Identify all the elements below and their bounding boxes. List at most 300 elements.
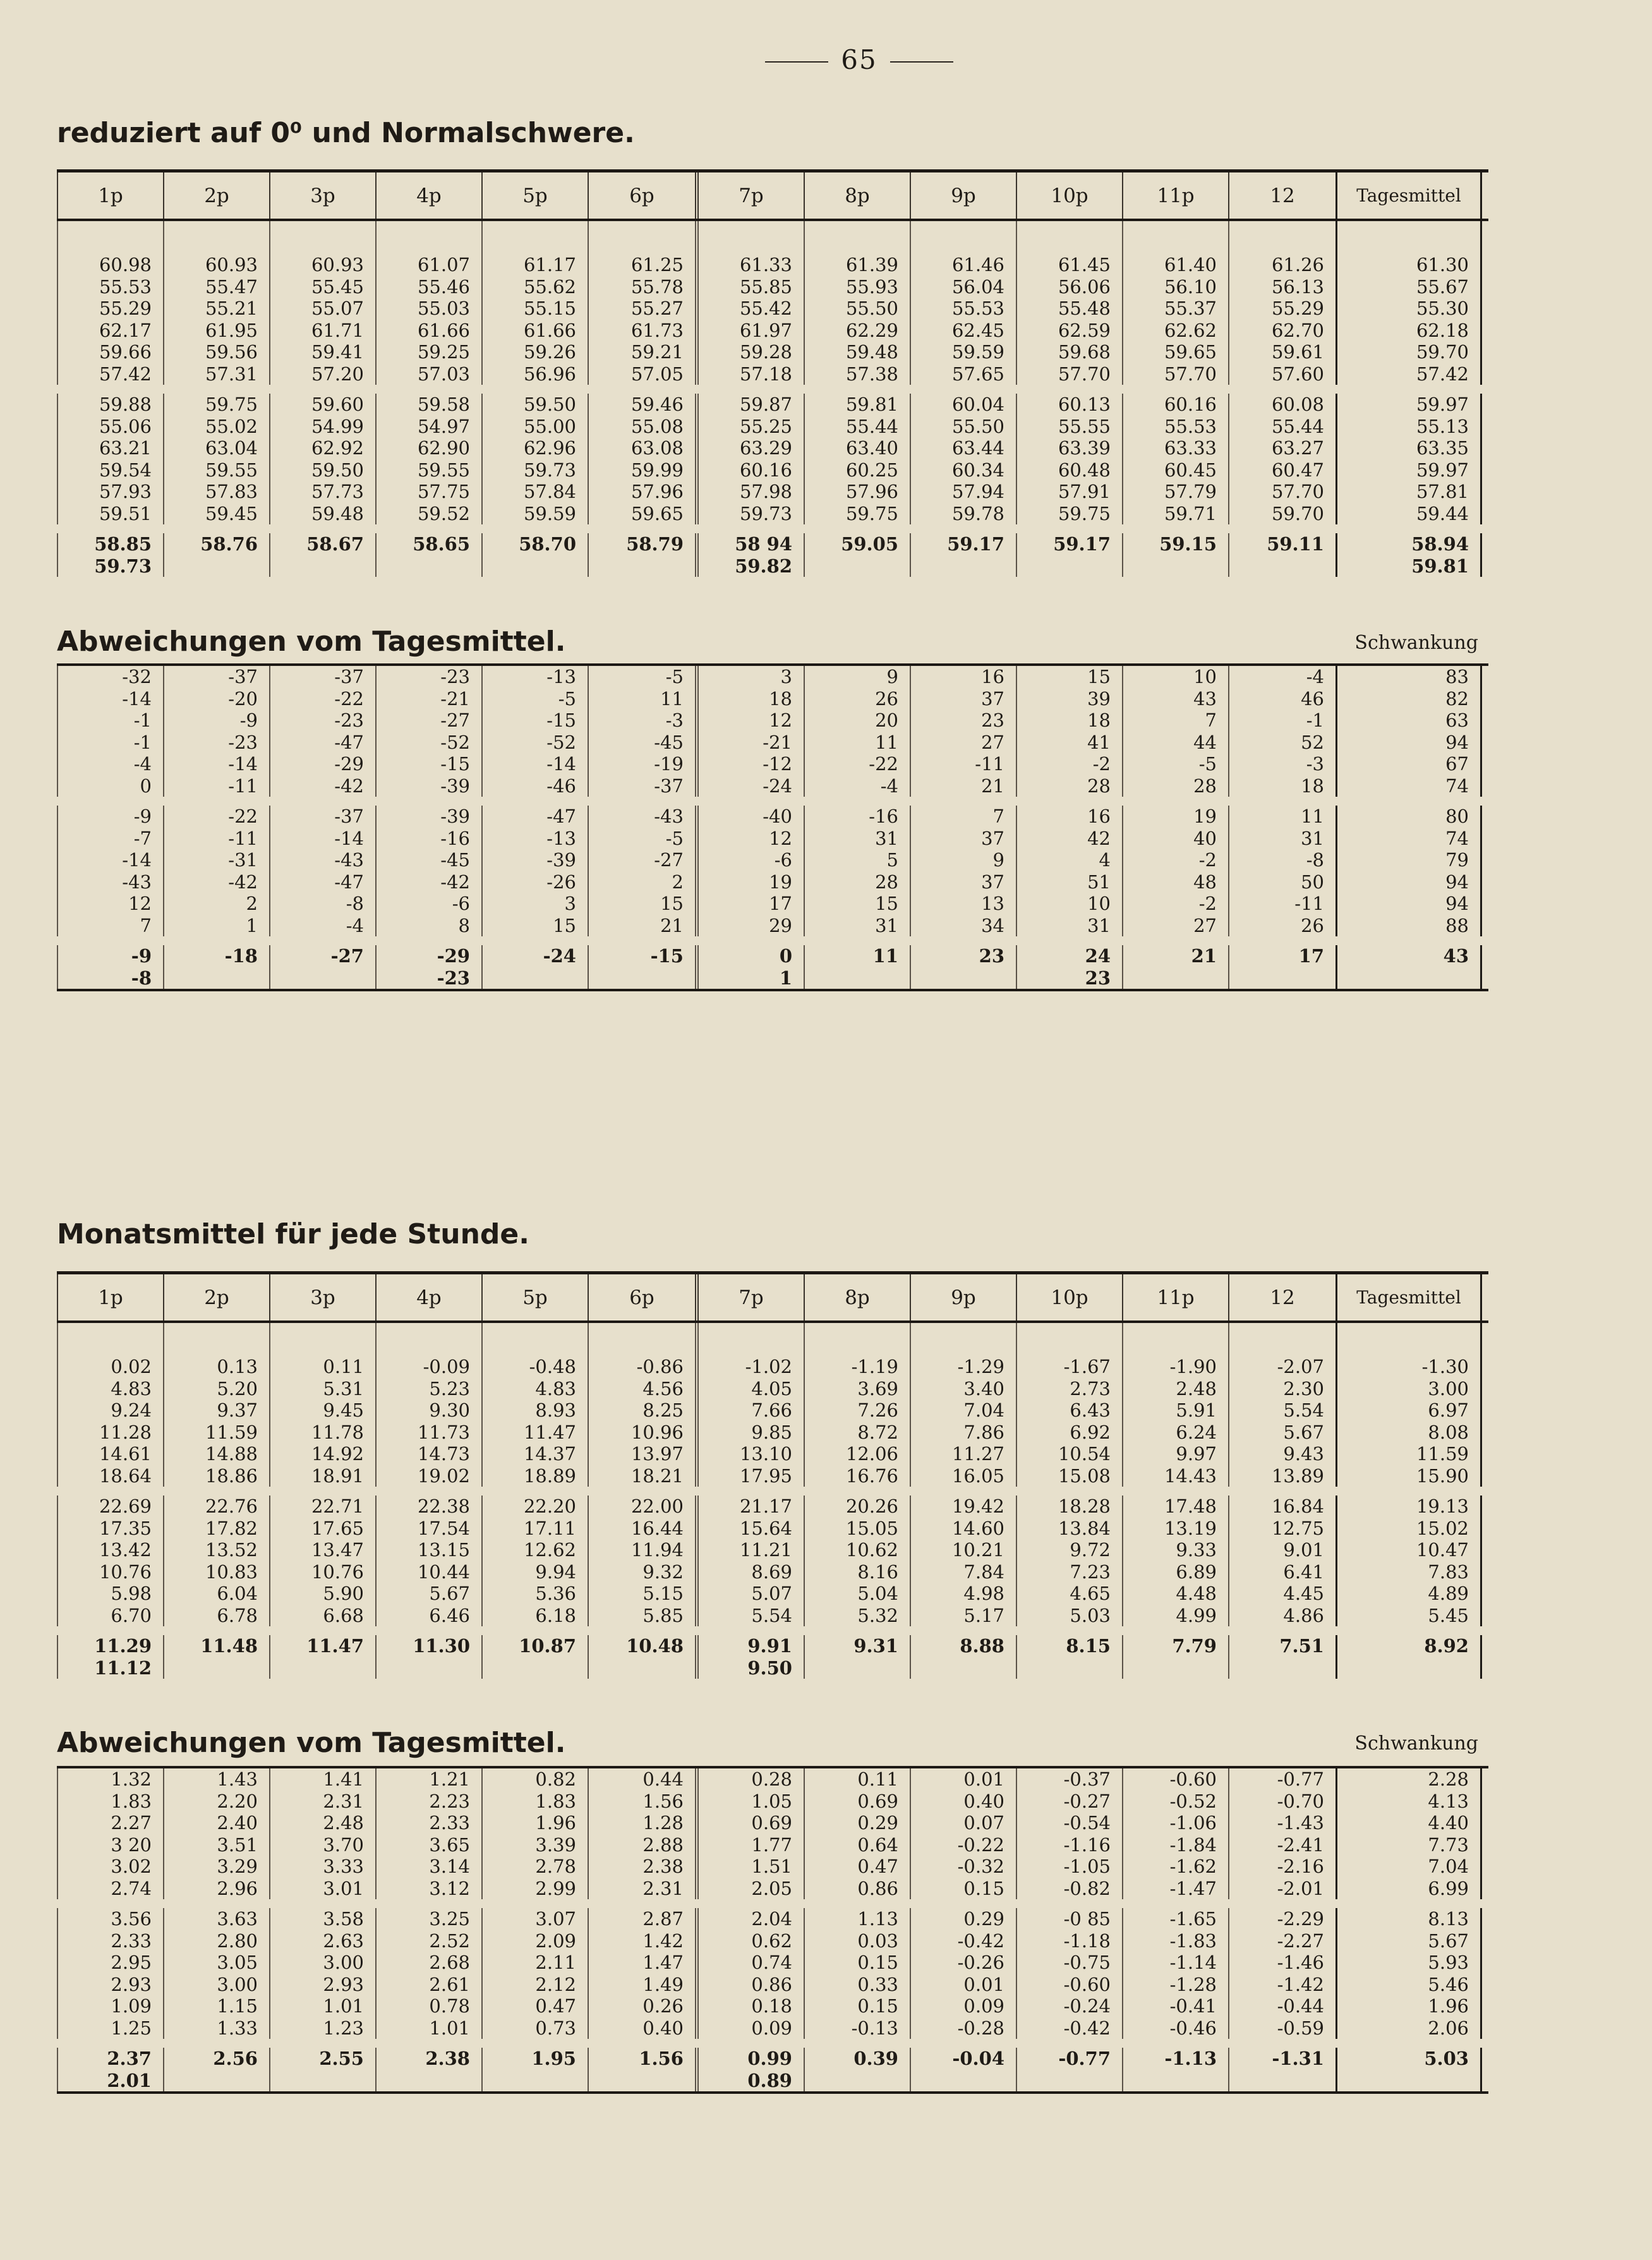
section1-dev-cell: 28 [1122, 775, 1228, 797]
section1-dev-cell: -39 [375, 806, 481, 828]
section2-dev-cell: 6.99 [1335, 1878, 1482, 1900]
section2-dev-summary-cell [163, 2070, 269, 2092]
section2-cell: 22.20 [481, 1496, 588, 1518]
section2-cell: 6.68 [269, 1605, 375, 1627]
section1-cell: 63.33 [1122, 437, 1228, 459]
section1-spacer-cell [57, 221, 163, 254]
section2-summary-cell: 11.30 [375, 1635, 481, 1657]
section2-summary-cell: 10.87 [481, 1635, 588, 1657]
section1-cell: 60.25 [804, 459, 910, 481]
section2-dev-summary-cell [588, 2070, 695, 2092]
section1-dev-summary-cell: -8 [57, 967, 163, 989]
section2-column-header: 11p [1122, 1274, 1228, 1320]
section2-cell: 18.86 [163, 1465, 269, 1487]
section2-cell: 7.26 [804, 1399, 910, 1422]
section1-summary-cell: 59.05 [804, 533, 910, 555]
section2-cell: 11.21 [695, 1539, 804, 1561]
section2-dev-cell: 0.15 [910, 1878, 1016, 1900]
section2-cell: 5.54 [1228, 1399, 1335, 1422]
section2-dev-cell: -0.13 [804, 2017, 910, 2039]
section1-dev-cell: 15 [588, 893, 695, 915]
section1-dev-cell: -23 [163, 732, 269, 754]
section1-cell: 63.27 [1228, 437, 1335, 459]
section2-cell: 15.08 [1016, 1465, 1122, 1487]
section2-dev-cell: -0.60 [1122, 1768, 1228, 1791]
section2-cell: 10.21 [910, 1539, 1016, 1561]
section2-dev-summary-cell: -0.77 [1016, 2048, 1122, 2070]
section2-dev-cell: -2.27 [1228, 1930, 1335, 1952]
section2-dev-cell: -0.75 [1016, 1952, 1122, 1974]
section1-dev-cell: 8 [375, 915, 481, 937]
section2-dev-row [57, 1791, 1488, 1813]
section2-dev-summary-cell [375, 2070, 481, 2092]
section2-cell: 5.36 [481, 1583, 588, 1605]
section1-dev-summary-cell [269, 967, 375, 989]
section2-header-row [57, 1271, 1488, 1323]
section2-cell: 17.35 [57, 1518, 163, 1540]
section2-dev-body [57, 1766, 1488, 2094]
section2-dev-cell: 0.15 [804, 1952, 910, 1974]
section1-cell: 55.13 [1335, 416, 1482, 438]
section1-row [57, 481, 1488, 503]
section2-cell: 6.24 [1122, 1422, 1228, 1444]
section2-dev-cell: 3.02 [57, 1856, 163, 1878]
section2-spacer-cell [163, 1323, 269, 1356]
section2-summary-row [57, 1657, 1488, 1679]
section2-cell: 11.78 [269, 1422, 375, 1444]
section1-spacer-cell [269, 221, 375, 254]
section2-cell: 10.83 [163, 1561, 269, 1583]
section2-cell: 9.33 [1122, 1539, 1228, 1561]
section1-deviation-title: Abweichungen vom Tagesmittel. [57, 625, 566, 658]
section1-cell: 56.96 [481, 363, 588, 385]
section2-summary-cell: 11.12 [57, 1657, 163, 1679]
section2-cell: 17.54 [375, 1518, 481, 1540]
section2-dev-row [57, 1834, 1488, 1856]
section2-cell: 7.66 [695, 1399, 804, 1422]
section1-dev-cell: 11 [1228, 806, 1335, 828]
section1-summary-cell: 58.65 [375, 533, 481, 555]
section1-cell: 59.48 [269, 503, 375, 525]
section2-dev-cell: 2.20 [163, 1791, 269, 1813]
section2-cell: 9.01 [1228, 1539, 1335, 1561]
section2-spacer-cell [1122, 1323, 1228, 1356]
section1-cell: 63.21 [57, 437, 163, 459]
section1-dev-cell: 31 [804, 828, 910, 850]
section1-dev-cell: -22 [269, 688, 375, 710]
section2-cell: 22.71 [269, 1496, 375, 1518]
section1-dev-cell: -3 [1228, 753, 1335, 775]
section2-cell: 5.04 [804, 1583, 910, 1605]
section1-cell: 59.68 [1016, 341, 1122, 363]
section2-dev-cell: 2.63 [269, 1930, 375, 1952]
section2-dev-cell: -2.16 [1228, 1856, 1335, 1878]
section2-dev-cell: -1.46 [1228, 1952, 1335, 1974]
section2-cell: 8.93 [481, 1399, 588, 1422]
section2-dev-cell: 2.06 [1335, 2017, 1482, 2039]
section1-cell: 59.59 [910, 341, 1016, 363]
section1-dev-cell: 94 [1335, 732, 1482, 754]
section1-dev-cell: -8 [269, 893, 375, 915]
section2-dev-cell: -0.59 [1228, 2017, 1335, 2039]
section2-cell: 5.54 [695, 1605, 804, 1627]
section1-cell: 59.51 [57, 503, 163, 525]
section2-cell: -1.67 [1016, 1356, 1122, 1378]
section2-dev-cell: 1.01 [269, 1995, 375, 2017]
section1-cell: 59.73 [481, 459, 588, 481]
section1-dev-summary-cell: 23 [1016, 967, 1122, 989]
section2-dev-summary-cell [269, 2070, 375, 2092]
section2-summary-cell: 8.92 [1335, 1635, 1482, 1657]
section1-dev-summary-cell [1122, 967, 1228, 989]
section1-dev-cell: 63 [1335, 710, 1482, 732]
section1-dev-summary-cell: 17 [1228, 945, 1335, 967]
section2-dev-cell: 0.26 [588, 1995, 695, 2017]
section1-dev-row [57, 775, 1488, 797]
section2-cell: 15.05 [804, 1518, 910, 1540]
section2-dev-cell: 3.56 [57, 1908, 163, 1930]
section1-dev-summary-cell: -29 [375, 945, 481, 967]
section2-cell: 17.95 [695, 1465, 804, 1487]
section1-cell: 56.10 [1122, 276, 1228, 298]
section2-dev-cell: 3.00 [269, 1952, 375, 1974]
section1-summary-cell: 58.85 [57, 533, 163, 555]
section2-cell: 13.89 [1228, 1465, 1335, 1487]
section2-dev-cell: 0.15 [804, 1995, 910, 2017]
section1-cell: 60.08 [1228, 394, 1335, 416]
section1-column-header: 1p [57, 172, 163, 219]
section1-cell: 61.26 [1228, 254, 1335, 276]
section1-column-header: 12 [1228, 172, 1335, 219]
section1-cell: 57.98 [695, 481, 804, 503]
section2-dev-cell: -1.06 [1122, 1812, 1228, 1834]
section2-cell: 3.69 [804, 1378, 910, 1400]
section1-dev-cell: -40 [695, 806, 804, 828]
section2-spacer-cell [695, 1323, 804, 1356]
section1-cell: 55.00 [481, 416, 588, 438]
section1-cell: 55.27 [588, 298, 695, 320]
section1-cell: 55.46 [375, 276, 481, 298]
section2-dev-cell: 2.78 [481, 1856, 588, 1878]
section2-cell: -1.29 [910, 1356, 1016, 1378]
section2-spacer-cell [269, 1323, 375, 1356]
section1-dev-cell: -7 [57, 828, 163, 850]
section1-dev-cell: 79 [1335, 849, 1482, 871]
section1-column-header: Tagesmittel [1335, 172, 1482, 219]
section2-dev-cell: 3.63 [163, 1908, 269, 1930]
section1-dev-cell: -52 [481, 732, 588, 754]
section1-dev-cell: 23 [910, 710, 1016, 732]
section1-dev-cell: -42 [269, 775, 375, 797]
section2-dev-cell: -0.41 [1122, 1995, 1228, 2017]
section2-cell: 9.72 [1016, 1539, 1122, 1561]
section1-dev-cell: 15 [804, 893, 910, 915]
section2-cell: 5.07 [695, 1583, 804, 1605]
section2-summary-row [57, 1635, 1488, 1657]
section1-dev-cell: 51 [1016, 871, 1122, 893]
section2-cell: 13.52 [163, 1539, 269, 1561]
section2-dev-cell: 5.46 [1335, 1974, 1482, 1996]
section1-cell: 61.07 [375, 254, 481, 276]
section2-cell: 0.11 [269, 1356, 375, 1378]
section2-dev-cell: 1.25 [57, 2017, 163, 2039]
section1-summary-cell: 58.94 [1335, 533, 1482, 555]
section2-dev-summary-cell: 0.39 [804, 2048, 910, 2070]
section1-dev-cell: -2 [1122, 893, 1228, 915]
section2-dev-summary-cell [804, 2070, 910, 2092]
section1-cell: 59.50 [269, 459, 375, 481]
section2-cell: 11.59 [1335, 1443, 1482, 1465]
section1-cell: 57.93 [57, 481, 163, 503]
section1-cell: 55.29 [1228, 298, 1335, 320]
section2-dev-cell: 2.31 [269, 1791, 375, 1813]
section1-summary-cell: 59.11 [1228, 533, 1335, 555]
section2-deviation-title: Abweichungen vom Tagesmittel. [57, 1727, 566, 1759]
section2-dev-cell: 0.74 [695, 1952, 804, 1974]
section2-cell: 3.40 [910, 1378, 1016, 1400]
section2-cell: 10.62 [804, 1539, 910, 1561]
section1-cell: 60.48 [1016, 459, 1122, 481]
section2-cell: 8.69 [695, 1561, 804, 1583]
section1-cell: 62.29 [804, 320, 910, 342]
section1-dev-cell: -42 [163, 871, 269, 893]
section2-row [57, 1399, 1488, 1422]
section2-dev-cell: 0.03 [804, 1930, 910, 1952]
section1-dev-cell: -5 [481, 688, 588, 710]
section1-cell: 61.46 [910, 254, 1016, 276]
section1-summary-cell: 59.81 [1335, 555, 1482, 577]
section2-cell: 6.89 [1122, 1561, 1228, 1583]
section2-summary-cell [1228, 1657, 1335, 1679]
section1-dev-summary-cell: 11 [804, 945, 910, 967]
section1-dev-cell: 18 [1016, 710, 1122, 732]
section1-dev-cell: 83 [1335, 666, 1482, 688]
section2-dev-cell: 0.07 [910, 1812, 1016, 1834]
section1-dev-cell: 11 [588, 688, 695, 710]
section2-dev-cell: 0.09 [910, 1995, 1016, 2017]
section2-dev-cell: 2.80 [163, 1930, 269, 1952]
section1-body [57, 254, 1488, 577]
section2-dev-summary-cell: 1.95 [481, 2048, 588, 2070]
section1-row [57, 298, 1488, 320]
section1-dev-cell: -5 [588, 828, 695, 850]
section1-cell: 57.60 [1228, 363, 1335, 385]
section1-dev-cell: -11 [910, 753, 1016, 775]
section1-cell: 55.07 [269, 298, 375, 320]
section2-dev-cell: -1.83 [1122, 1930, 1228, 1952]
section2-dev-cell: 1.42 [588, 1930, 695, 1952]
section2-dev-cell: -2.41 [1228, 1834, 1335, 1856]
section2-cell: -1.30 [1335, 1356, 1482, 1378]
section1-dev-summary-cell: 1 [695, 967, 804, 989]
section2-cell: 22.69 [57, 1496, 163, 1518]
section2-dev-cell: 2.96 [163, 1878, 269, 1900]
section2-dev-cell: 4.40 [1335, 1812, 1482, 1834]
section1-cell: 63.04 [163, 437, 269, 459]
section2-cell: 4.48 [1122, 1583, 1228, 1605]
section1-spacer-cell [1016, 221, 1122, 254]
section2-summary-cell: 7.51 [1228, 1635, 1335, 1657]
section1-cell: 55.44 [1228, 416, 1335, 438]
section2-dev-cell: 2.04 [695, 1908, 804, 1930]
section2-cell: 8.08 [1335, 1422, 1482, 1444]
section2-dev-cell: 0.11 [804, 1768, 910, 1791]
section2-dev-cell: 0.86 [804, 1878, 910, 1900]
section2-dev-cell: 3.25 [375, 1908, 481, 1930]
section1-spacer-cell [588, 221, 695, 254]
section1-dev-cell: 88 [1335, 915, 1482, 937]
section2-summary-cell [481, 1657, 588, 1679]
section2-dev-summary-cell [910, 2070, 1016, 2092]
section1-dev-summary-cell: 0 [695, 945, 804, 967]
section1-row [57, 276, 1488, 298]
section1-summary-cell: 58.70 [481, 533, 588, 555]
section2-dev-cell: -0.54 [1016, 1812, 1122, 1834]
section1-row [57, 363, 1488, 385]
section1-dev-cell: 9 [804, 666, 910, 688]
section1-summary-cell [375, 555, 481, 577]
section1-cell: 59.75 [804, 503, 910, 525]
section1-cell: 59.28 [695, 341, 804, 363]
section2-dev-cell: 2.68 [375, 1952, 481, 1974]
section2-cell: 9.37 [163, 1399, 269, 1422]
section2-dev-cell: 2.48 [269, 1812, 375, 1834]
section1-dev-cell: -21 [695, 732, 804, 754]
section2-dev-summary-cell [1335, 2070, 1482, 2092]
section1-cell: 55.50 [804, 298, 910, 320]
section1-cell: 59.65 [1122, 341, 1228, 363]
section1-summary-row [57, 533, 1488, 555]
section1-dev-cell: -39 [375, 775, 481, 797]
section1-dev-cell: -11 [163, 775, 269, 797]
section1-summary-cell [910, 555, 1016, 577]
section2-dev-summary-cell: -1.31 [1228, 2048, 1335, 2070]
section1-dev-summary-cell: 24 [1016, 945, 1122, 967]
section1-dev-summary-cell [163, 967, 269, 989]
section1-dev-cell: 40 [1122, 828, 1228, 850]
section2-cell: 5.20 [163, 1378, 269, 1400]
section2-summary-cell [163, 1657, 269, 1679]
section2-cell: 10.47 [1335, 1539, 1482, 1561]
section1-dev-cell: 31 [1016, 915, 1122, 937]
section1-dev-cell: 31 [804, 915, 910, 937]
section1-dev-cell: -13 [481, 666, 588, 688]
section2-cell: 4.83 [57, 1378, 163, 1400]
section1-cell: 57.75 [375, 481, 481, 503]
section1-summary-cell: 58 94 [695, 533, 804, 555]
section1-cell: 61.40 [1122, 254, 1228, 276]
section2-cell: 5.91 [1122, 1399, 1228, 1422]
section1-spacer-cell [695, 221, 804, 254]
section2-cell: 11.94 [588, 1539, 695, 1561]
section1-cell: 59.65 [588, 503, 695, 525]
section1-cell: 57.96 [804, 481, 910, 503]
section1-dev-cell: -4 [57, 753, 163, 775]
section1-spacer-cell [910, 221, 1016, 254]
section1-cell: 60.93 [269, 254, 375, 276]
section2-dev-cell: 3 20 [57, 1834, 163, 1856]
section2-cell: 18.28 [1016, 1496, 1122, 1518]
section1-dev-summary-cell: 21 [1122, 945, 1228, 967]
section1-dev-cell: 19 [1122, 806, 1228, 828]
section2-cell: 7.04 [910, 1399, 1016, 1422]
section1-dev-summary-cell: -23 [375, 967, 481, 989]
section2-cell: 11.47 [481, 1422, 588, 1444]
section2-cell: 9.45 [269, 1399, 375, 1422]
section2-spacer-cell [804, 1323, 910, 1356]
section2-cell: 7.84 [910, 1561, 1016, 1583]
section2-deviation-table [57, 1766, 1488, 2094]
section2-dev-summary-cell [1122, 2070, 1228, 2092]
section2-dev-cell: -1.43 [1228, 1812, 1335, 1834]
section1-dev-summary-cell: 23 [910, 945, 1016, 967]
section1-dev-row [57, 828, 1488, 850]
section1-dev-cell: 43 [1122, 688, 1228, 710]
section2-dev-cell: -0.32 [910, 1856, 1016, 1878]
section2-dev-row [57, 1878, 1488, 1900]
section2-cell: 21.17 [695, 1496, 804, 1518]
section2-dev-cell: 1.96 [1335, 1995, 1482, 2017]
section2-dev-cell: 1.96 [481, 1812, 588, 1834]
section2-summary-cell [269, 1657, 375, 1679]
section1-dev-row [57, 849, 1488, 871]
section1-dev-cell: -47 [481, 806, 588, 828]
section2-dev-cell: 0.29 [910, 1908, 1016, 1930]
section2-dev-cell: 2.38 [588, 1856, 695, 1878]
section2-summary-cell: 9.31 [804, 1635, 910, 1657]
section2-dev-cell: 0.40 [588, 2017, 695, 2039]
section1-cell: 63.29 [695, 437, 804, 459]
section2-cell: 5.32 [804, 1605, 910, 1627]
section2-dev-cell: 7.04 [1335, 1856, 1482, 1878]
section2-dev-cell: 2.88 [588, 1834, 695, 1856]
section2-cell: 11.59 [163, 1422, 269, 1444]
section2-dev-cell: 0.86 [695, 1974, 804, 1996]
section1-cell: 59.25 [375, 341, 481, 363]
section2-cell: 12.62 [481, 1539, 588, 1561]
section2-cell: 10.96 [588, 1422, 695, 1444]
section1-cell: 55.53 [57, 276, 163, 298]
section1-cell: 62.59 [1016, 320, 1122, 342]
section1-dev-summary-cell: 43 [1335, 945, 1482, 967]
section1-cell: 59.46 [588, 394, 695, 416]
section2-cell: -0.86 [588, 1356, 695, 1378]
section1-dev-summary-cell [1335, 967, 1482, 989]
section1-cell: 59.55 [163, 459, 269, 481]
section2-dev-cell: 2.61 [375, 1974, 481, 1996]
section1-dev-cell: 27 [1122, 915, 1228, 937]
section2-dev-cell: -1.28 [1122, 1974, 1228, 1996]
section2-dev-cell: 0.01 [910, 1768, 1016, 1791]
section1-summary-cell: 59.15 [1122, 533, 1228, 555]
section1-cell: 59.60 [269, 394, 375, 416]
section2-cell: 16.84 [1228, 1496, 1335, 1518]
section1-dev-summary-cell [910, 967, 1016, 989]
section2-row [57, 1605, 1488, 1627]
section2-dev-cell: 1.23 [269, 2017, 375, 2039]
section2-spacer [57, 1323, 1488, 1356]
section2-summary-cell [910, 1657, 1016, 1679]
section1-cell: 59.54 [57, 459, 163, 481]
section1-dev-cell: -26 [481, 871, 588, 893]
section1-cell: 59.21 [588, 341, 695, 363]
section1-cell: 63.44 [910, 437, 1016, 459]
section1-dev-summary-cell: -18 [163, 945, 269, 967]
section1-cell: 59.58 [375, 394, 481, 416]
section2-dev-cell: 2.33 [57, 1930, 163, 1952]
section1-dev-cell: 15 [481, 915, 588, 937]
section1-cell: 61.71 [269, 320, 375, 342]
